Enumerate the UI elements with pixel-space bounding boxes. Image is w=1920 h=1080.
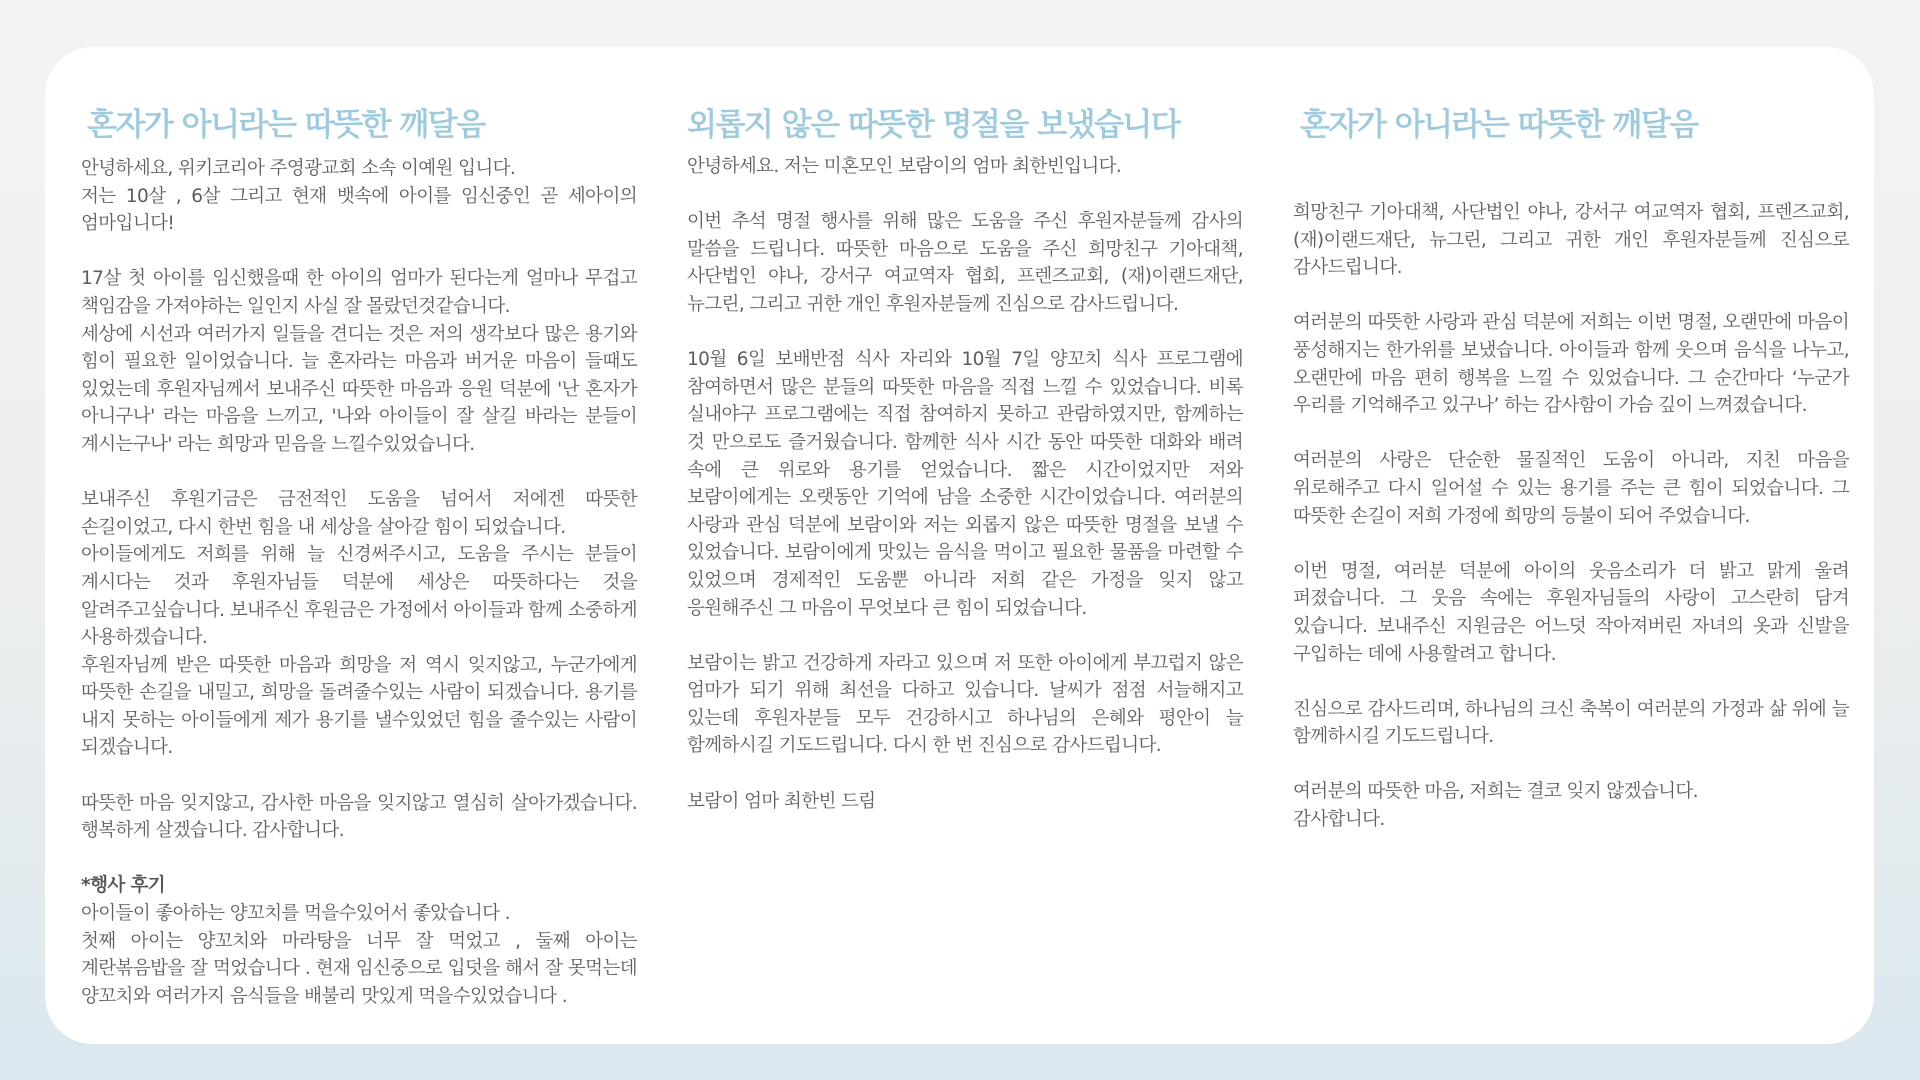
letter-1-title: 혼자가 아니라는 따뜻한 깨달음	[87, 107, 485, 143]
letter-3-paragraph: 희망친구 기아대책, 사단법인 야나, 강서구 여교역자 협회, 프렌즈교회, (재)이랜드재단, 뉴그린, 그리고 귀한 개인 후원자분들께 진심으로 감사드립니다.	[1293, 202, 1849, 279]
letter-1-paragraph: 보내주신 후원기금은 금전적인 도움을 넘어서 저에겐 따뜻한 손길이었고, 다시 한번 힘을 내 세상을 살아갈 힘이 되었습니다. 아이들에게도 저희를 위해 늘 신경써주시고, 도움을 주시는 분들이 계시다는 것과 후원자님들 덕분에 세상은 따뜻하다는 것을 알려주고싶습니다. 보내주신 후원금은 가정에서 아이들과 함께 소중하게 사용하겠습니다. 후원자님께 받은 따뜻한 마음과 희망을 저 역시 잊지않고, 누군가에게 따뜻한 손길을 내밀고, 희망을 돌려줄수있는 사람이 되겠습니다. 용기를 내지 못하는 아이들에게 제가 용기를 낼수있었던 힘을 줄수있는 사람이 되겠습니다.	[81, 489, 637, 759]
letter-3-closing: 여러분의 따뜻한 마음, 저희는 결코 잊지 않겠습니다. 감사합니다.	[1293, 781, 1698, 831]
letter-2-paragraph: 10월 6일 보배반점 식사 자리와 10월 7일 양꼬치 식사 프로그램에 참여하면서 많은 분들의 따뜻한 마음을 직접 느낄 수 있었습니다. 비록 실내야구 프로그램에는 직접 참여하지 못하고 관람하였지만, 함께하는 것 만으로도 즐거웠습니다. 함께한 식사 시간 동안 따뜻한 대화와 배려 속에 큰 위로와 용기를 얻었습니다. 짧은 시간이었지만 저와 보람이에게는 오랫동안 기억에 남을 소중한 시간이었습니다. 여러분의 사랑과 관심 덕분에 보람이와 저는 외롭지 않은 따뜻한 명절을 보낼 수 있었습니다. 보람이에게 맛있는 음식을 먹이고 필요한 물품을 마련할 수 있었으며 경제적인 도움뿐 아니라 저희 같은 가정을 잊지 않고 응원해주신 그 마음이 무엇보다 큰 힘이 되었습니다.	[687, 349, 1243, 619]
letter-3-paragraph: 진심으로 감사드리며, 하나님의 크신 축복이 여러분의 가정과 삶 위에 늘 함께하시길 기도드립니다.	[1293, 698, 1849, 748]
letter-2-paragraph: 보람이는 밝고 건강하게 자라고 있으며 저 또한 아이에게 부끄럽지 않은 엄마가 되기 위해 최선을 다하고 있습니다. 날씨가 점점 서늘해지고 있는데 후원자분들 모두 건강하시고 하나님의 은혜와 평안이 늘 함께하시길 기도드립니다. 다시 한 번 진심으로 감사드립니다.	[687, 652, 1243, 757]
event-review-heading: *행사 후기	[81, 875, 165, 897]
letter-3-title: 혼자가 아니라는 따뜻한 깨달음	[1300, 107, 1698, 143]
letter-3-paragraph: 이번 명절, 여러분 덕분에 아이의 웃음소리가 더 밝고 맑게 울려 퍼졌습니다. 그 웃음 속에는 후원자님들의 사랑이 고스란히 담겨 있습니다. 보내주신 지원금은 어느덧 작아져버린 자녀의 옷과 신발을 구입하는 데에 사용할려고 합니다.	[1293, 560, 1849, 665]
letter-2-paragraph: 이번 추석 명절 행사를 위해 많은 도움을 주신 후원자분들께 감사의 말씀을 드립니다. 따뜻한 마음으로 도움을 주신 희망친구 기아대책, 사단법인 야나, 강서구 여교역자 협회, 프렌즈교회, (재)이랜드재단, 뉴그린, 그리고 귀한 개인 후원자분들께 진심으로 감사드립니다.	[687, 211, 1243, 315]
letter-3-body	[1293, 199, 1849, 834]
letter-3-paragraph: 여러분의 따뜻한 사랑과 관심 덕분에 저희는 이번 명절, 오랜만에 마음이 풍성해지는 한가위를 보냈습니다. 아이들과 함께 웃으며 음식을 나누고, 오랜만에 마음 편히 행복을 느낄 수 있었습니다. 그 순간마다 ‘누군가 우리를 기억해주고 있구나’ 하는 감사함이 가슴 깊이 느껴졌습니다.	[1293, 312, 1849, 417]
letter-1-paragraph: 따뜻한 마음 잊지않고, 감사한 마음을 잊지않고 열심히 살아가겠습니다. 행복하게 살겠습니다. 감사합니다.	[81, 792, 637, 842]
letter-2-paragraph: 안녕하세요. 저는 미혼모인 보람이의 엄마 최한빈입니다.	[687, 156, 1122, 177]
letter-1-body	[81, 155, 637, 1010]
letter-2-title: 외롭지 않은 따뜻한 명절을 보냈습니다	[687, 107, 1180, 143]
letter-3-paragraph: 여러분의 사랑은 단순한 물질적인 도움이 아니라, 지친 마음을 위로해주고 다시 일어설 수 있는 용기를 주는 큰 힘이 되었습니다. 그 따뜻한 손길이 저희 가정에 희망의 등불이 되어 주었습니다.	[1293, 450, 1849, 527]
letter-2-signature: 보람이 엄마 최한빈 드림	[687, 790, 876, 812]
letter-1-paragraph: 안녕하세요, 위키코리아 주영광교회 소속 이예원 입니다. 저는 10살 , 6살 그리고 현재 뱃속에 아이를 임신중인 곧 세아이의 엄마입니다!	[81, 158, 637, 235]
event-review-text: 아이들이 좋아하는 양꼬치를 먹을수있어서 좋았습니다 . 첫째 아이는 양꼬치와 마라탕을 너무 잘 먹었고 , 둘째 아이는 계란볶음밥을 잘 먹었습니다 . 현재 임신중으로 입덧을 해서 잘 못먹는데 양꼬치와 여러가지 음식들을 배불리 맛있게 먹을수있었습니다 .	[81, 903, 637, 1007]
letters-card	[45, 47, 1874, 1044]
letter-1-paragraph: 17살 첫 아이를 임신했을때 한 아이의 엄마가 된다는게 얼마나 무겁고 책임감을 가져야하는 일인지 사실 잘 몰랐던것같습니다. 세상에 시선과 여러가지 일들을 견디는 것은 저의 생각보다 많은 용기와 힘이 필요한 일이었습니다. 늘 혼자라는 마음과 버거운 마음이 들때도 있었는데 후원자님께서 보내주신 따뜻한 마음과 응원 덕분에 '난 혼자가 아니구나' 라는 마음을 느끼고, '나와 아이들이 잘 살길 바라는 분들이 계시는구나' 라는 희망과 믿음을 느낄수있었습니다.	[81, 268, 637, 455]
letter-2-body	[687, 153, 1243, 815]
